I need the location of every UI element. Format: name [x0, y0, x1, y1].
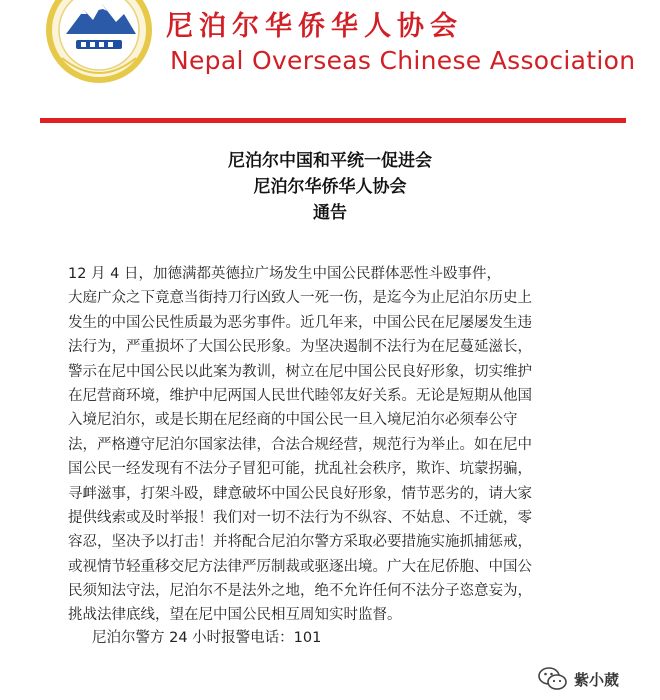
wechat-icon	[538, 666, 568, 692]
watermark	[538, 664, 619, 694]
police-hotline: 尼泊尔警方 24 小时报警电话：101	[92, 630, 322, 646]
body-line: 挑战法律底线，望在尼中国公民相互周知实时监督。	[68, 607, 402, 624]
association-logo	[46, 0, 152, 84]
body-line: 国公民一经发现有不法分子冒犯可能，扰乱社会秩序，欺诈、坑蒙拐骗，	[68, 461, 532, 478]
body-line: 大庭广众之下竟意当街持刀行凶致人一死一伤，是迄今为止尼泊尔历史上	[68, 290, 532, 307]
body-line: 入境尼泊尔，或是长期在尼经商的中国公民一旦入境尼泊尔必须奉公守	[68, 412, 518, 429]
body-line: 12 月 4 日，加德满都英德拉广场发生中国公民群体恶性斗殴事件，	[68, 266, 502, 282]
body-line: 发生的中国公民性质最为恶劣事件。近几年来，中国公民在尼屡屡发生违	[68, 314, 532, 331]
header-divider	[40, 118, 626, 123]
body-line: 法行为，严重损坏了大国公民形象。为坚决遏制不法行为在尼蔓延滋长，	[68, 339, 532, 356]
body-line: 警示在尼中国公民以此案为教训，树立在尼中国公民良好形象，切实维护	[68, 363, 532, 380]
body-line: 寻衅滋事，打架斗殴，肆意破坏中国公民良好形象，情节恶劣的，请大家	[68, 485, 532, 502]
org-name-english: Nepal Overseas Chinese Association	[170, 46, 636, 75]
issuer-title-1: 尼泊尔中国和平统一促进会	[228, 151, 432, 171]
body-line: 或视情节轻重移交尼方法律严厉制裁或驱逐出境。广大在尼侨胞、中国公	[68, 558, 532, 575]
issuer-title-2: 尼泊尔华侨华人协会	[253, 177, 407, 197]
body-line: 容忍，坚决予以打击！并将配合尼泊尔警方采取必要措施实施抓捕惩戒，	[68, 534, 532, 551]
body-line: 提供线索或及时举报！我们对一切不法行为不纵容、不姑息、不迁就，零	[68, 509, 532, 526]
org-name-chinese: 尼泊尔华侨华人协会	[166, 11, 463, 42]
body-line: 民须知法守法，尼泊尔不是法外之地，绝不允许任何不法分子恣意妄为，	[68, 583, 532, 600]
body-line: 在尼营商环境，维护中尼两国人民世代睦邻友好关系。无论是短期从他国	[68, 387, 532, 404]
watermark-text: 紫小葳	[574, 670, 620, 689]
notice-type-title: 通告	[313, 203, 347, 223]
notice-body	[68, 262, 616, 628]
body-line: 法，严格遵守尼泊尔国家法律，合法合规经营，规范行为举止。如在尼中	[68, 436, 532, 453]
